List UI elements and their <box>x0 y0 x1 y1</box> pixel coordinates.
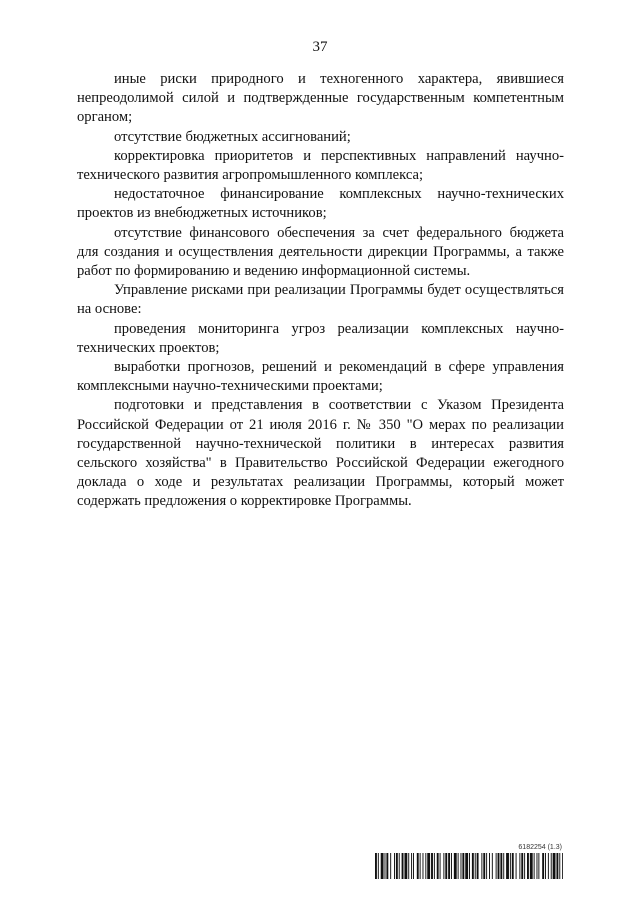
barcode-bar <box>396 853 398 879</box>
barcode-bar <box>519 853 520 879</box>
barcode-bar <box>475 853 476 879</box>
barcode-bar <box>454 853 457 879</box>
barcode-bar <box>420 853 421 879</box>
barcode-bar <box>440 853 441 879</box>
barcode-bar <box>489 853 490 879</box>
barcode-bar <box>378 853 379 879</box>
barcode-bar <box>462 853 464 879</box>
barcode-bar <box>381 853 384 879</box>
barcode-bar <box>537 853 538 879</box>
barcode-bar <box>394 853 395 879</box>
barcode-bar <box>553 853 556 879</box>
barcode-bar <box>498 853 500 879</box>
barcode-bar <box>469 853 470 879</box>
barcode-bar <box>556 853 558 879</box>
barcode-bar <box>390 853 391 879</box>
barcode-bar <box>500 853 502 879</box>
barcode-bar <box>431 853 433 879</box>
barcode-bar <box>386 853 388 879</box>
barcode-bar <box>465 853 468 879</box>
barcode-bar <box>559 853 560 879</box>
barcode-bar <box>516 853 517 879</box>
barcode-bar <box>413 853 414 879</box>
barcode-bar <box>402 853 404 879</box>
barcode-bar <box>538 853 539 879</box>
barcode-bar <box>448 853 450 879</box>
document-body <box>77 70 564 512</box>
barcode-bar <box>481 853 482 879</box>
barcode-bar <box>411 853 412 879</box>
barcode-bar <box>408 853 409 879</box>
barcode-bar <box>545 853 546 879</box>
barcode-bar <box>510 853 511 879</box>
barcode-bar <box>530 853 533 879</box>
barcode-bar <box>404 853 407 879</box>
paragraph-monitoring: проведения мониторинга угроз реализации комплексных научно-технических проектов; <box>77 320 564 356</box>
page-number: 37 <box>312 39 328 55</box>
barcode-bar <box>477 853 479 879</box>
barcode-bar <box>445 853 447 879</box>
barcode-bar <box>503 853 504 879</box>
barcode-bar <box>483 853 485 879</box>
barcode-bar <box>542 853 544 879</box>
barcode-bar <box>527 853 529 879</box>
barcode-bar <box>512 853 514 879</box>
paragraph-no-federal-funding: отсутствие финансового обеспечения за счет федерального бюджета для создания и осуществления деятельности дирекции Программы, а также работ по формированию и ведению информационной системы. <box>77 224 564 280</box>
barcode-bar <box>496 853 497 879</box>
paragraph-priorities: корректировка приоритетов и перспективных направлений научно-технического развития агропромышленного комплекса; <box>77 147 564 184</box>
barcode-bar <box>492 853 493 879</box>
barcode-bar <box>417 853 419 879</box>
paragraph-risk-natural: иные риски природного и техногенного характера, явившиеся непреодолимой силой и подтвержденные государственным компетентным органом; <box>77 71 564 126</box>
barcode-bar <box>562 853 563 879</box>
barcode-bar <box>551 853 552 879</box>
barcode-bar <box>437 853 439 879</box>
barcode-bar <box>524 853 525 879</box>
paragraph-no-budget: отсутствие бюджетных ассигнований; <box>114 128 351 145</box>
barcode-bar <box>385 853 386 879</box>
barcode-bar <box>443 853 444 879</box>
barcode-bar <box>534 853 535 879</box>
barcode-bar <box>427 853 430 879</box>
barcode-bar <box>399 853 400 879</box>
barcode-bar <box>434 853 435 879</box>
barcode-bar <box>486 853 487 879</box>
barcode-bar <box>458 853 459 879</box>
document-code: 6182254 (1.3) <box>518 844 562 851</box>
paragraph-report: подготовки и представления в соответствии с Указом Президента Российской Федерации от 21 июля 2016 г. № 350 "О мерах по реализации государственной научно-технической политики в интересах развития сельского хозяйства" в Правительство Российской Федерации ежегодного доклада о ходе и результатах реализации Программы, который может содержать предложения о корректировке Программы. <box>77 397 564 510</box>
paragraph-risk-management: Управление рисками при реализации Программы будет осуществляться на основе: <box>77 282 564 318</box>
barcode-bar <box>472 853 474 879</box>
barcode-bar <box>423 853 424 879</box>
paragraph-insufficient-funding: недостаточное финансирование комплексных научно-технических проектов из внебюджетных источников; <box>77 186 564 222</box>
barcode-bar <box>461 853 462 879</box>
barcode-icon <box>375 853 563 879</box>
barcode-bar <box>521 853 523 879</box>
paragraph-forecasts: выработки прогнозов, решений и рекомендаций в сфере управления комплексными научно-техническими проектами; <box>77 359 564 395</box>
barcode-bar <box>375 853 377 879</box>
barcode-bar <box>425 853 426 879</box>
barcode-bar <box>451 853 452 879</box>
barcode-bar <box>548 853 549 879</box>
barcode-bar <box>506 853 509 879</box>
